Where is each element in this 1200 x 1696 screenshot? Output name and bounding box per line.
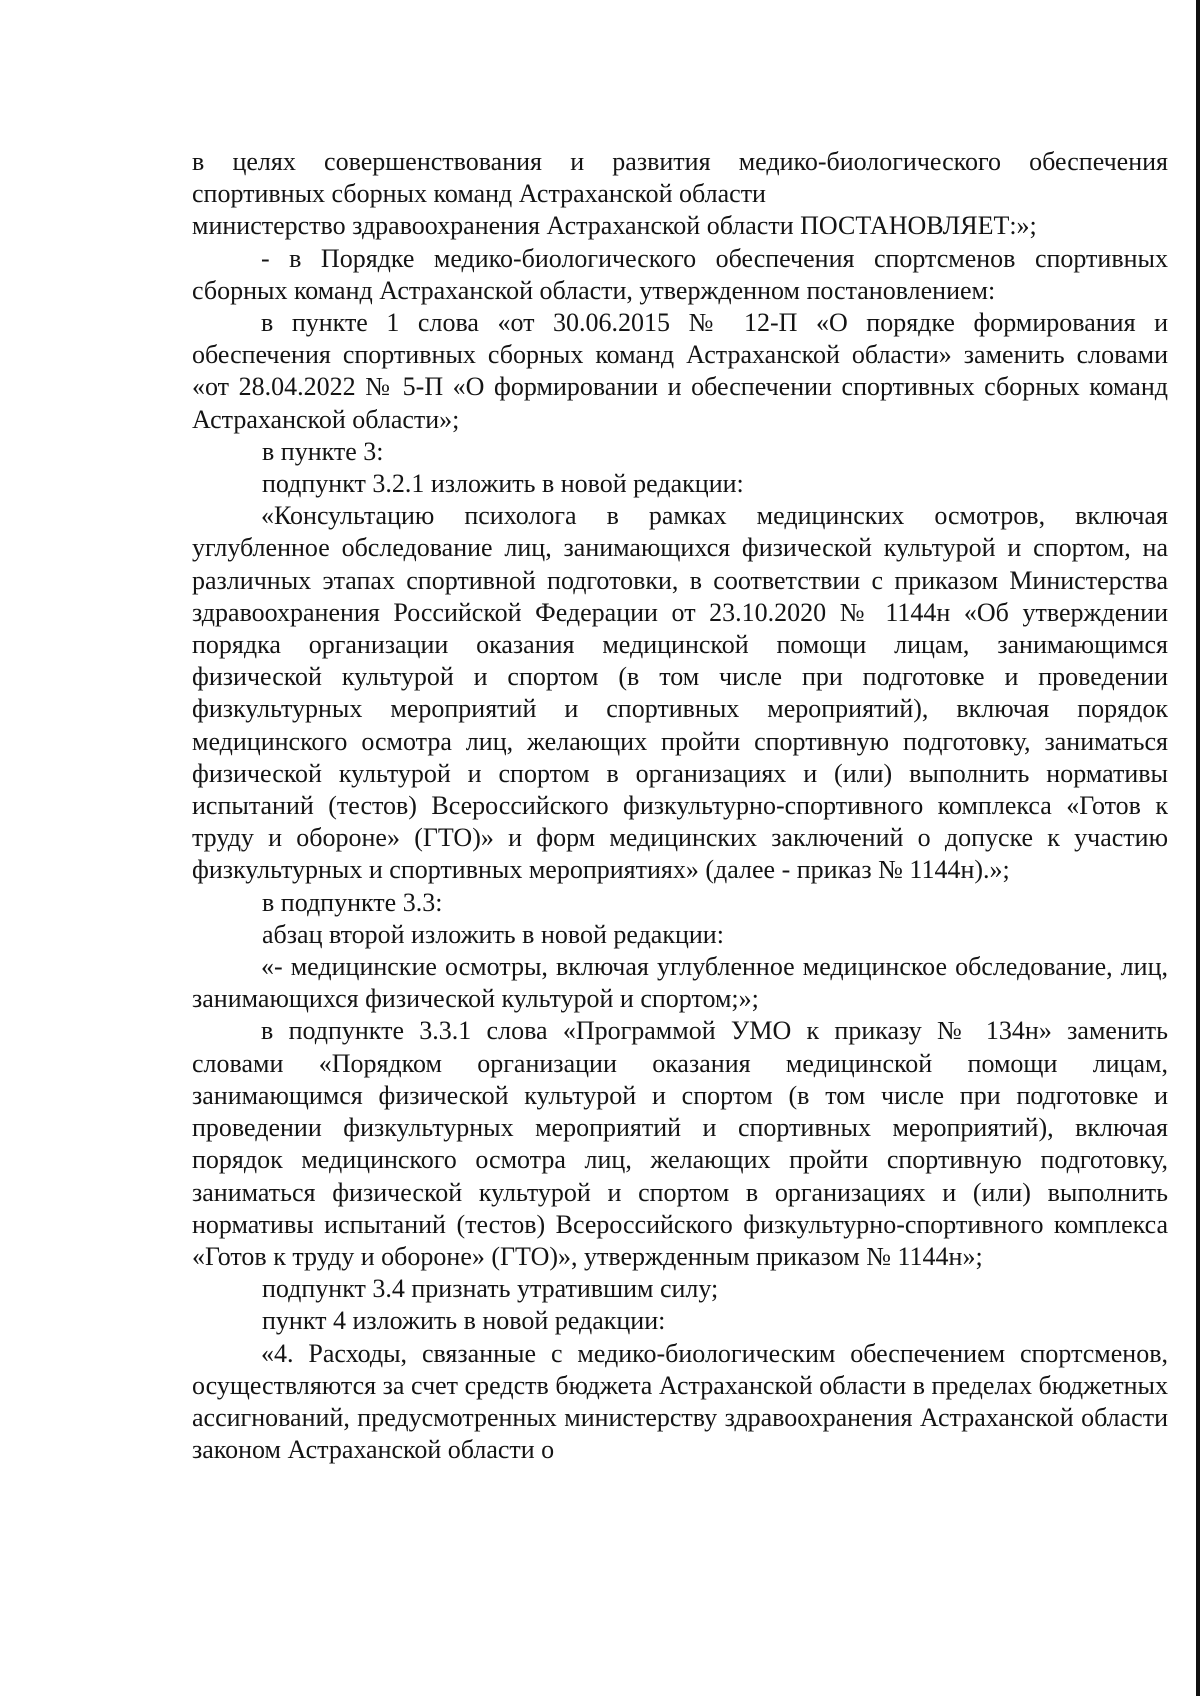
paragraph-subitem-3-3: в подпункте 3.3: <box>262 887 443 917</box>
paragraph-item-4: пункт 4 изложить в новой редакции: <box>262 1306 666 1336</box>
paragraph-expenses: «4. Расходы, связанные с медико-биологическим обеспечением спортсменов, осуществляются за счет средств бюджета Астраханской области в пределах бюджетных ассигнований, предусмотренных министерству здравоохранения Астраханской области законом Астраханской области о <box>192 1338 1168 1465</box>
paragraph-preamble: в целях совершенствования и развития медико-биологического обеспечения спортивных сборных команд Астраханской области <box>192 147 1168 209</box>
scan-edge <box>1196 0 1200 1696</box>
paragraph-medical-exams: «- медицинские осмотры, включая углубленное медицинское обследование, лиц, занимающихся физической культурой и спортом;»; <box>192 952 1168 1014</box>
paragraph-subitem-3-2-1: подпункт 3.2.1 изложить в новой редакции: <box>262 469 744 499</box>
paragraph-order-amendment: - в Порядке медико-биологического обеспечения спортсменов спортивных сборных команд Астраханской области, утвержденном постановлением: <box>192 243 1168 305</box>
paragraph-subitem-3-3-1: в подпункте 3.3.1 слова «Программой УМО к приказу № 134н» заменить словами «Порядком организации оказания медицинской помощи лицам, занимающимся физической культурой и спортом (в том числе при подготовке и проведении физкультурных мероприятий и спортивных мероприятий), включая порядок медицинского осмотра лиц, желающих пройти спортивную подготовку, заниматься физической культурой и спортом в организациях и (или) выполнить нормативы испытаний (тестов) Всероссийского физкультурно-спортивного комплекса «Готов к труду и обороне» (ГТО)», утвержденным приказом № 1144н»; <box>192 1016 1168 1271</box>
paragraph-resolves: министерство здравоохранения Астраханской области ПОСТАНОВЛЯЕТ:»; <box>192 211 1037 241</box>
paragraph-psychologist: «Консультацию психолога в рамках медицинских осмотров, включая углубленное обследование лиц, занимающихся физической культурой и спортом, на различных этапах спортивной подготовки, в соответствии с приказом Министерства здравоохранения Российской Федерации от 23.10.2020 № 1144н «Об утверждении порядка организации оказания медицинской помощи лицам, занимающимся физической культурой и спортом (в том числе при подготовке и проведении физкультурных мероприятий и спортивных мероприятий), включая порядок медицинского осмотра лиц, желающих пройти спортивную подготовку, заниматься физической культурой и спортом в организациях и (или) выполнить нормативы испытаний (тестов) Всероссийского физкультурно-спортивного комплекса «Готов к труду и обороне» (ГТО)» и форм медицинских заключений о допуске к участию физкультурных и спортивных мероприятиях» (далее - приказ № 1144н).»; <box>192 501 1168 885</box>
document-body <box>192 146 1168 1466</box>
paragraph-second-abzac: абзац второй изложить в новой редакции: <box>262 919 724 949</box>
paragraph-item-3: в пункте 3: <box>262 436 384 466</box>
paragraph-item-1: в пункте 1 слова «от 30.06.2015 № 12-П «О порядке формирования и обеспечения спортивных сборных команд Астраханской области» заменить словами «от 28.04.2022 № 5-П «О формировании и обеспечении спортивных сборных команд Астраханской области»; <box>192 308 1168 434</box>
paragraph-subitem-3-4: подпункт 3.4 признать утратившим силу; <box>262 1274 719 1304</box>
